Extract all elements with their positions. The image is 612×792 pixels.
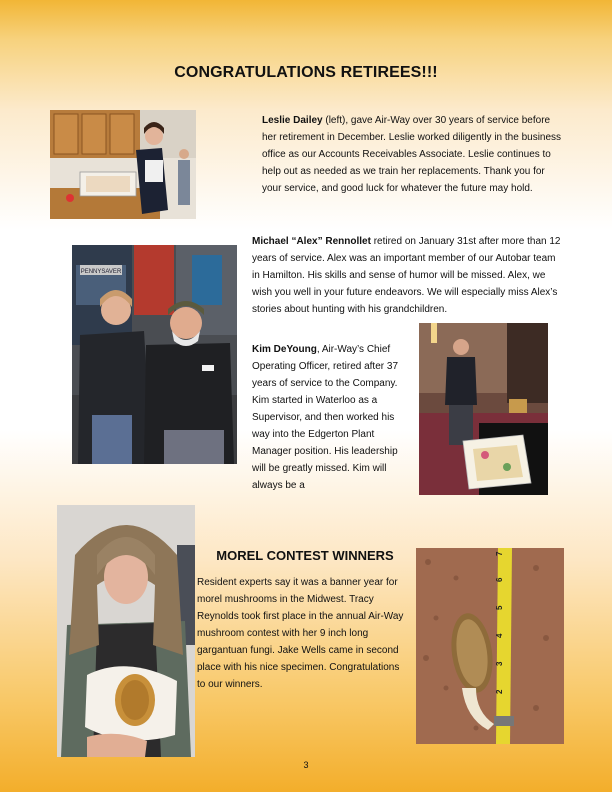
page-number: 3 [303,760,309,770]
page-title: CONGRATULATIONS RETIREES!!! [174,64,438,81]
kim-name: Kim DeYoung [252,344,317,355]
tracy-photo [57,505,195,757]
alex-photo [72,245,237,464]
leslie-paragraph [262,112,562,197]
leslie-name: Leslie Dailey [262,115,323,126]
ruler-mark-4: 4 [495,633,504,638]
ruler-mark-6: 6 [495,577,504,582]
alex-text: retired on January 31st after more than 12 years of service. Alex was an important member of our Autobar team in Hamilton. His skills and sense of humor will be missed. Alex, we wish you well in your future endeavors. We will especially miss Alex’s stories about hunting with his grandchildren. [252,236,561,315]
alex-name: Michael “Alex” Rennollet [252,236,371,247]
ruler-mark-3: 3 [495,661,504,666]
leslie-text: (left), gave Air-Way over 30 years of service before her retirement in December. Leslie worked diligently in the business office as our Accounts Receivables Associate. Leslie continues to help out as needed as we train her replacements. Thank you for your service, and good luck for whatever the future may hold. [262,115,562,194]
kim-paragraph [252,341,407,494]
alex-paragraph [252,233,564,318]
morel-heading: MOREL CONTEST WINNERS [216,548,394,563]
machine-sign-text: PENNYSAVER [80,269,122,275]
morel-photo [416,548,564,744]
leslie-photo [50,110,196,219]
morel-text: Resident experts say it was a banner year for morel mushrooms in the Midwest. Tracy Reynolds took first place in the annual Air-Way mushroom contest with her 9 inch long gargantuan fungi. Jake Wells came in second place with his nice specimen. Congratulations to our winners. [197,577,404,690]
ruler-mark-7: 7 [495,551,504,556]
ruler-mark-5: 5 [495,605,504,610]
kim-text: , Air-Way’s Chief Operating Officer, retired after 37 years of service to the Company. Kim started in Waterloo as a Supervisor, and then worked his way into the Edgerton Plant Manager position. His leadership will be greatly missed. Kim will always be a [252,344,399,491]
ruler-mark-2: 2 [495,689,504,694]
morel-paragraph [197,574,408,693]
kim-photo [419,323,548,495]
